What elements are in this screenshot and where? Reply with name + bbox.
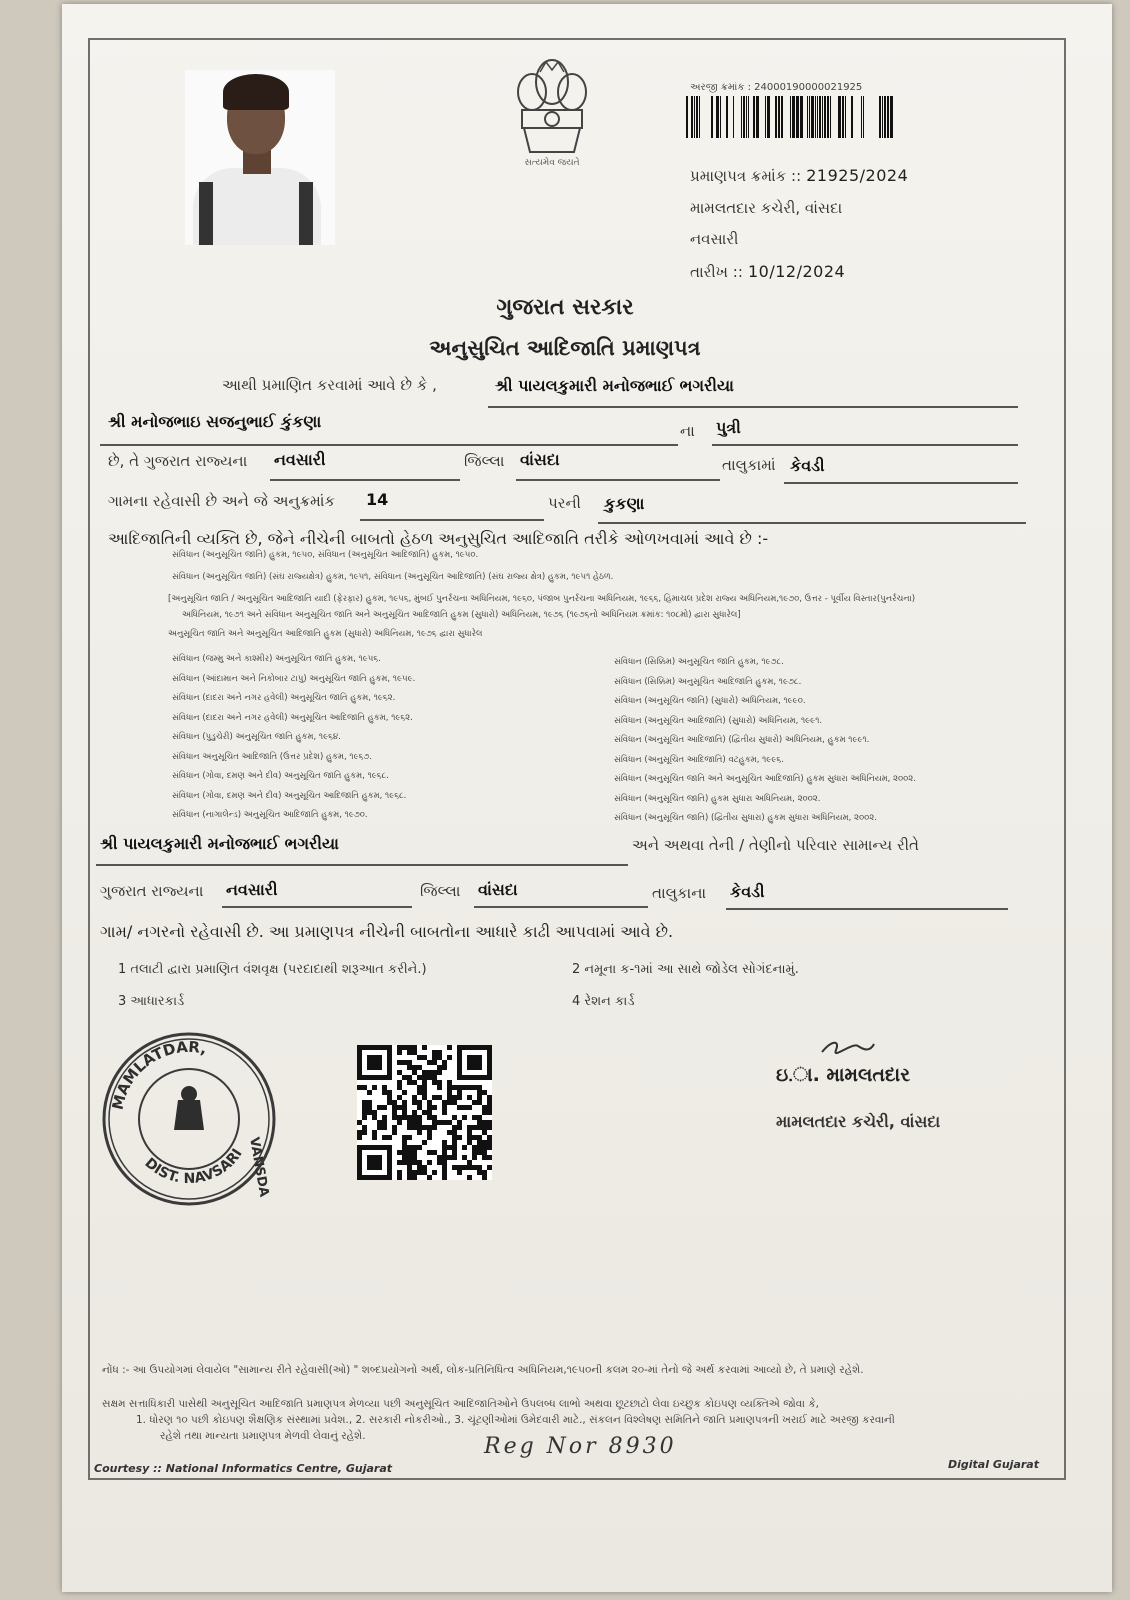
footer-courtesy: Courtesy :: National Informatics Centre, Gujarat xyxy=(94,1462,393,1475)
residence-taluka-value: વાંસદા xyxy=(478,880,518,899)
taluka-value: વાંસદા xyxy=(520,450,560,469)
signature-icon xyxy=(818,1036,878,1060)
note-list: 1. ધોરણ ૧૦ પછી કોઇપણ શૈક્ષણિક સંસ્થામાં પ્રવેશ., 2. સરકારી નોકરીઓ., 3. ચૂંટણીઓમાં ઉમેદવારી માટે., સંકલન વિશ્લેષણ સમિતિને જાતિ પ્રમાણપત્રની ખરાઈ માટે અરજી કરવાની xyxy=(136,1414,895,1426)
issuing-office: મામલતદાર કચેરી, વાંસદા xyxy=(690,199,843,217)
act-left-item: સંવિધાન (જમ્મુ અને કાશ્મીર) અનુસૂચિત જાતિ હુકમ, ૧૯૫૬. xyxy=(172,654,381,664)
document-item: 4 રેશન કાર્ડ xyxy=(572,994,635,1009)
resident-label: ગામના રહેવાસી છે અને જે અનુક્રમાંક xyxy=(108,492,336,510)
act-right-item: સંવિધાન (અનુસૂચિત આદિજાતિ) વટહુકમ, ૧૯૯૬. xyxy=(614,754,784,765)
na-label: ના xyxy=(680,422,695,440)
act-right-item: સંવિધાન (અનુસૂચિત આદિજાતિ) (દ્વિતીય સુધારો) અધિનિયમ, હુકમ ૧૯૯૧. xyxy=(614,735,870,745)
act-left-item: સંવિધાન (દાદરા અને નગર હવેલી) અનુસૂચિત જાતિ હુકમ, ૧૯૬૨. xyxy=(172,693,396,703)
certify-label: આથી પ્રમાણિત કરવામાં આવે છે કે , xyxy=(222,376,437,394)
residence-taluka-label: તાલુકાના xyxy=(652,884,707,902)
tribe-value: કુકણા xyxy=(604,494,645,513)
cert-no-label: પ્રમાણપત્ર ક્રમાંક :: xyxy=(690,167,802,185)
residence-state-label: ગુજરાત રાજ્યના xyxy=(100,882,204,900)
svg-text:DIST. NAVSARI xyxy=(141,1146,245,1187)
act-intro-line: સંવિધાન (અનુસૂચિત જાતિ) હુકમ, ૧૯૫૦, સંવિધાન (અનુસૂચિત આદિજાતિ) હુકમ, ૧૯૫૦. xyxy=(172,550,479,560)
relation: પુત્રી xyxy=(716,418,741,437)
barcode xyxy=(686,96,896,138)
serial-value: 14 xyxy=(366,490,389,509)
note-residence: નોંધ :- આ ઉપયોગમાં લેવાયેલ "સામાન્ય રીતે રહેવાસી(ઓ) " શબ્દપ્રયોગનો અર્થ, લોક-પ્રતિનિધિત્વ અધિનિયમ,૧૯૫૦ની કલમ ૨૦-માં તેનો જે અર્થ કરવામાં આવ્યો છે, તે પ્રમાણે રહેશે. xyxy=(102,1364,864,1376)
state-label: છે, તે ગુજરાત રાજ્યના xyxy=(108,452,248,470)
of-label: પરની xyxy=(548,494,581,512)
application-number: અરજી ક્રમાંક : 24000190000021925 xyxy=(690,82,863,93)
seal-bottom-text: DIST. NAVSARI xyxy=(141,1146,246,1187)
village-value: કેવડી xyxy=(790,456,825,475)
act-left-item: સંવિધાન (નાગાલેન્ડ) અનુસૂચિત આદિજાતિ હુકમ, ૧૯૭૦. xyxy=(172,810,368,820)
basis-text: ગામ/ નગરનો રહેવાસી છે. આ પ્રમાણપત્ર નીચેની બાબતોના આધારે કાઢી આપવામાં આવે છે. xyxy=(100,922,674,941)
act-intro-line: અનુસૂચિત જાતિ અને અનુસૂચિત આદિજાતિ હુકમ (સુધારો) અધિનિયમ, ૧૯૭૬ દ્વારા સુધારેલ xyxy=(168,629,483,639)
date-value: 10/12/2024 xyxy=(747,262,846,281)
act-left-item: સંવિધાન અનુસૂચિત આદિજાતિ (ઉત્તર પ્રદેશ) હુકમ, ૧૯૬૭. xyxy=(172,751,373,762)
act-right-item: સંવિધાન (સિક્કિમ) અનુસૂચિત આદિજાતિ હુકમ, ૧૯૭૮. xyxy=(614,676,802,687)
act-right-item: સંવિધાન (અનુસૂચિત જાતિ અને અનુસૂચિત આદિજાતિ) હુકમ સુધારા અધિનિયમ, ૨૦૦૨. xyxy=(614,774,916,784)
national-emblem-icon xyxy=(510,52,595,170)
act-right-item: સંવિધાન (અનુસૂચિત જાતિ) (સુધારો) અધિનિયમ, ૧૯૯૦. xyxy=(614,696,806,706)
act-left-item: સંવિધાન (પુડુચેરી) અનુસૂચિત જાતિ હુકમ, ૧૯૬૪. xyxy=(172,732,341,742)
act-intro-line: અધિનિયમ, ૧૯૭૧ અને સંવિધાન અનુસૂચિત જાતિ અને અનુસૂચિત આદિજાતિ હુકમ (સુધારો) અધિનિયમ, ૧૯૭૬ (૧૯૭૬નો અધિનિયમ ક્રમાંક: ૧૦૮મો) દ્વારા સુધારેલ] xyxy=(182,610,741,620)
act-left-item: સંવિધાન (આંદામાન અને નિકોબાર ટાપુ) અનુસૂચિત જાતિ હુકમ, ૧૯૫૯. xyxy=(172,673,416,684)
document-item: 3 આધારકાર્ડ xyxy=(118,994,185,1009)
applicant-photo xyxy=(185,70,335,245)
note-benefits: સક્ષમ સત્તાધિકારી પાસેથી અનુસૂચિત આદિજાતિ પ્રમાણપત્ર મેળવ્યા પછી અનુસૂચિત આદિજાતિઓને ઉપલબ્ધ લાભો અથવા છૂટછાટો લેવા ઇચ્છુક કોઇપણ વ્યક્તિએ જોવા કે, xyxy=(102,1398,819,1410)
act-right-item: સંવિધાન (અનુસૂચિત જાતિ) (દ્વિતીય સુધારા) હુકમ સુધારા અધિનિયમ, ૨૦૦૨. xyxy=(614,813,877,823)
certificate-title: અનુસુચિત આદિજાતિ પ્રમાણપત્ર xyxy=(429,336,701,360)
document-item: 2 નમૂના ક-૧માં આ સાથે જોડેલ સોગંદનામું. xyxy=(572,962,799,977)
act-left-item: સંવિધાન (ગોવા, દમણ અને દીવ) અનુસૂચિત આદિજાતિ હુકમ, ૧૯૬૮. xyxy=(172,790,407,801)
district-value: નવસારી xyxy=(274,450,326,469)
act-right-item: સંવિધાન (અનુસૂચિત જાતિ) હુકમ સુધારા અધિનિયમ, ૨૦૦૨. xyxy=(614,793,821,804)
residence-village-value: કેવડી xyxy=(730,882,765,901)
residence-district-value: નવસારી xyxy=(226,880,278,899)
handwritten-reg-no: Reg Nor 8930 xyxy=(484,1434,677,1459)
seal-right-text: VANSDA xyxy=(246,1136,272,1199)
issuing-district: નવસારી xyxy=(690,230,739,248)
residence-name: શ્રી પાયલકુમારી મનોજભાઈ ભગરીયા xyxy=(100,834,339,853)
recognized-text: આદિજાતિની વ્યક્તિ છે, જેને નીચેની બાબતો હેઠળ અનુસુચિત આદિજાતિ તરીકે ઓળખવામાં આવે છે :- xyxy=(108,529,769,548)
father-name: શ્રી મનોજભાઇ સજનુભાઈ કુંકણા xyxy=(108,412,322,431)
district-label: જિલ્લા xyxy=(464,452,505,470)
act-right-item: સંવિધાન (સિક્કિમ) અનુસૂચિત જાતિ હુકમ, ૧૯૭૮. xyxy=(614,657,784,667)
signatory-office: મામલતદાર કચેરી, વાંસદા xyxy=(776,1112,941,1131)
act-left-item: સંવિધાન (ગોવા, દમણ અને દીવ) અનુસૂચિત જાતિ હુકમ, ૧૯૬૮. xyxy=(172,771,389,781)
act-right-item: સંવિધાન (અનુસૂચિત આદિજાતિ) (સુધારો) અધિનિયમ, ૧૯૯૧. xyxy=(614,715,823,726)
signatory-title: ઇ.ા. મામલતદાર xyxy=(776,1064,911,1086)
residence-district-label: જિલ્લા xyxy=(420,882,461,900)
emblem-motto: સત્યમેવ જયતે xyxy=(524,158,580,168)
govt-title: ગુજરાત સરકાર xyxy=(496,295,634,320)
act-left-item: સંવિધાન (દાદરા અને નગર હવેલી) અનુસૂચિત આદિજાતિ હુકમ, ૧૯૬૨. xyxy=(172,712,413,723)
mamlatdar-seal xyxy=(100,1030,278,1208)
date-label: તારીખ :: xyxy=(690,263,743,281)
qr-code xyxy=(357,1045,492,1180)
seal-top-text: MAMLATDAR, xyxy=(108,1037,209,1112)
applicant-name: શ્રી પાયલકુમારી મનોજભાઈ ભગરીયા xyxy=(495,376,734,395)
taluka-label: તાલુકામાં xyxy=(722,456,776,474)
act-intro-line: [અનુસૂચિત જાતિ / અનુસૂચિત આદિજાતિ યાદી (ફેરફાર) હુકમ, ૧૯૫૬, મુંબઈ પુનર્રચના અધિનિયમ, ૧૯૬૦, પંજાબ પુનર્રચના અધિનિયમ, ૧૯૬૬, હિમાચલ પ્રદેશ રાજ્ય અધિનિયમ,૧૯૭૦, ઉત્તર - પૂર્વીય વિસ્તાર(પુનર્રચના) xyxy=(168,594,916,604)
note-validity: રહેશે તથા માન્યતા પ્રમાણપત્ર મેળવી લેવાનું રહેશે. xyxy=(160,1430,366,1442)
document-item: 1 તલાટી દ્વારા પ્રમાણિત વંશવૃક્ષ (પરદાદાથી શરૂઆત કરીને.) xyxy=(118,962,427,977)
act-intro-line: સંવિધાન (અનુસૂચિત જાતિ) (સંઘ રાજ્યક્ષેત્ર) હુકમ, ૧૯૫૧, સંવિધાન (અનુસૂચિત આદિજાતિ) (સંઘ રાજ્ય ક્ષેત્ર) હુકમ, ૧૯૫૧ હેઠળ. xyxy=(172,572,614,582)
cert-no-value: 21925/2024 xyxy=(806,166,909,185)
family-text: અને અથવા તેની / તેણીનો પરિવાર સામાન્ય રીતે xyxy=(632,836,919,854)
footer-brand: Digital Gujarat xyxy=(948,1458,1039,1471)
